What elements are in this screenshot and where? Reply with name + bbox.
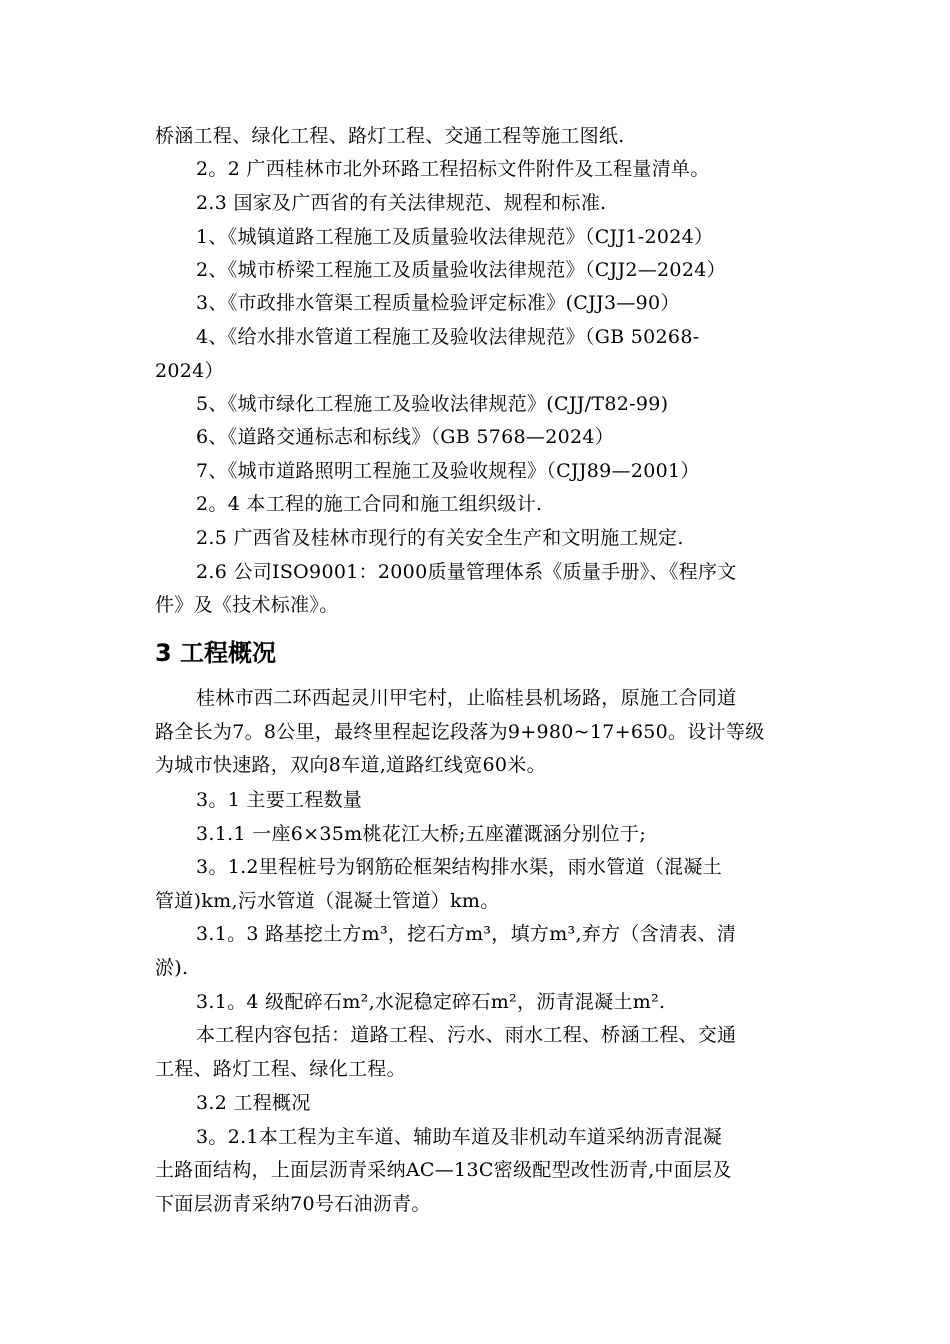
text-line: 桂林市西二环西起灵川甲宅村，止临桂县机场路，原施工合同道 — [196, 687, 737, 709]
text-line: 1、《城镇道路工程施工及质量验收法律规范》（CJJ1-2024） — [196, 226, 714, 248]
text-line: 3。1 主要工程数量 — [196, 789, 363, 811]
text-line: 2。2 广西桂林市北外环路工程招标文件附件及工程量清单。 — [196, 158, 710, 180]
text-line: 7、《城市道路照明工程施工及验收规程》（CJJ89—2001） — [196, 460, 700, 482]
text-line: 为城市快速路，双向8车道,道路红线宽60米。 — [155, 754, 546, 776]
text-line: 3.1。3 路基挖土方m³，挖石方m³，填方m³,弃方（含清表、清 — [196, 923, 737, 945]
text-line: 3、《市政排水管渠工程质量检验评定标准》(CJJ3—90） — [196, 292, 680, 314]
text-line: 6、《道路交通标志和标线》（GB 5768—2024） — [196, 426, 615, 448]
text-line: 本工程内容包括：道路工程、污水、雨水工程、桥涵工程、交通 — [196, 1024, 737, 1046]
text-line: 路全长为7。8公里，最终里程起讫段落为9+980~17+650。设计等级 — [155, 721, 765, 743]
text-line: 2、《城市桥梁工程施工及质量验收法律规范》（CJJ2—2024） — [196, 259, 726, 281]
section-heading: 3 工程概况 — [155, 639, 277, 667]
text-line: 2.3 国家及广西省的有关法律规范、规程和标准. — [196, 192, 607, 214]
text-line: 3.1.1 一座6×35m桃花江大桥;五座灌溉涵分别位于; — [196, 823, 647, 845]
text-line: 2024） — [155, 360, 224, 382]
text-line: 淤). — [155, 957, 189, 979]
text-line: 3.1。4 级配碎石m²,水泥稳定碎石m²，沥青混凝土m². — [196, 991, 666, 1013]
text-line: 2。4 本工程的施工合同和施工组织级计. — [196, 493, 543, 515]
text-line: 工程、路灯工程、绿化工程。 — [155, 1058, 406, 1080]
text-line: 3。1.2里程桩号为钢筋砼框架结构排水渠，雨水管道（混凝土 — [196, 856, 723, 878]
text-line: 5、《城市绿化工程施工及验收法律规范》(CJJ/T82-99) — [196, 393, 669, 415]
text-line: 2.6 公司ISO9001：2000质量管理体系《质量手册》、《程序文 — [196, 561, 737, 583]
text-line: 件》及《技术标准》。 — [155, 594, 339, 616]
text-line: 土路面结构，上面层沥青采纳AC—13C密级配型改性沥青,中面层及 — [155, 1159, 732, 1181]
text-line: 管道)km,污水管道（混凝土管道）km。 — [155, 890, 500, 912]
text-line: 桥涵工程、绿化工程、路灯工程、交通工程等施工图纸. — [155, 125, 625, 147]
text-line: 4、《给水排水管道工程施工及验收法律规范》（GB 50268- — [196, 326, 700, 348]
text-line: 3.2 工程概况 — [196, 1092, 311, 1114]
text-line: 下面层沥青采纳70号石油沥青。 — [155, 1193, 431, 1215]
text-line: 3。2.1本工程为主车道、辅助车道及非机动车道采纳沥青混凝 — [196, 1126, 723, 1148]
text-line: 2.5 广西省及桂林市现行的有关安全生产和文明施工规定. — [196, 527, 684, 549]
